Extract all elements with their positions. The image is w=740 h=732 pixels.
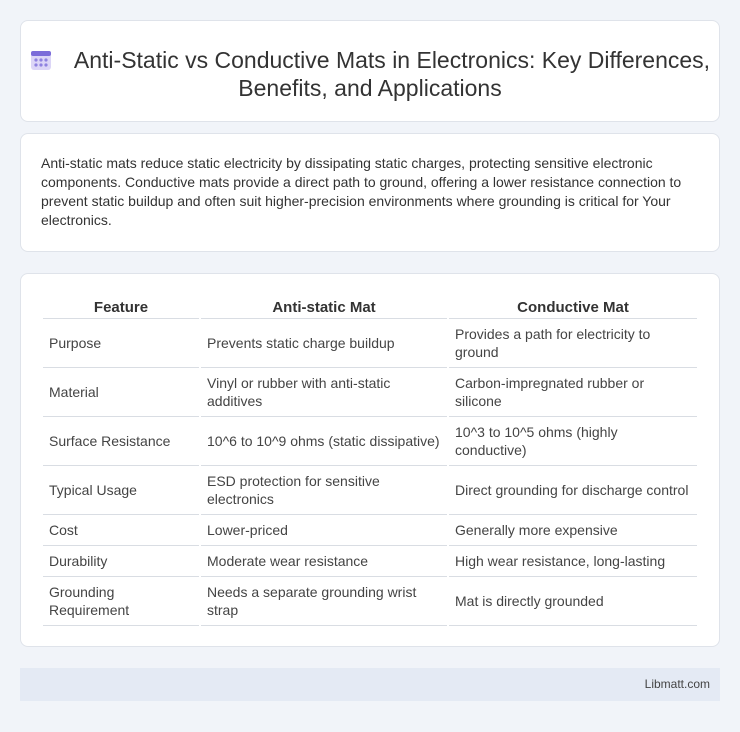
- comparison-table-card: [20, 273, 720, 647]
- table-cell: Prevents static charge buildup: [201, 319, 447, 368]
- table-cell: High wear resistance, long-lasting: [449, 546, 697, 577]
- table-cell: 10^6 to 10^9 ohms (static dissipative): [201, 417, 447, 466]
- table-cell: Purpose: [43, 319, 199, 368]
- table-row: [43, 466, 697, 515]
- table-cell: Mat is directly grounded: [449, 577, 697, 626]
- table-cell: Generally more expensive: [449, 515, 697, 546]
- table-header-row: [43, 296, 697, 319]
- table-cell: Cost: [43, 515, 199, 546]
- table-row: [43, 319, 697, 368]
- table-cell: Typical Usage: [43, 466, 199, 515]
- table-cell: Lower-priced: [201, 515, 447, 546]
- table-cell: Grounding Requirement: [43, 577, 199, 626]
- table-cell: Material: [43, 368, 199, 417]
- intro-paragraph: Anti-static mats reduce static electricity by dissipating static charges, protecting sensitive electronic components. Conductive mats provide a direct path to ground, offering a lower resistance connection to prevent static buildup and often suit higher-precision environments where grounding is critical for Your electronics.: [41, 155, 682, 228]
- table-cell: Durability: [43, 546, 199, 577]
- table-cell: Surface Resistance: [43, 417, 199, 466]
- calendar-grid-icon: [30, 49, 52, 71]
- table-row: [43, 417, 697, 466]
- table-row: [43, 546, 697, 577]
- table-cell: Provides a path for electricity to ground: [449, 319, 697, 368]
- title-wrap: [21, 46, 719, 102]
- table-cell: Needs a separate grounding wrist strap: [201, 577, 447, 626]
- header-anti-static: Anti-static Mat: [201, 296, 447, 319]
- table-cell: ESD protection for sensitive electronics: [201, 466, 447, 515]
- intro-card: [20, 133, 720, 252]
- footer-bar: [20, 668, 720, 701]
- table-row: [43, 577, 697, 626]
- comparison-table: [41, 296, 699, 626]
- header-card: [20, 20, 720, 122]
- table-cell: Carbon-impregnated rubber or silicone: [449, 368, 697, 417]
- table-cell: Direct grounding for discharge control: [449, 466, 697, 515]
- header-feature: Feature: [43, 296, 199, 319]
- table-row: [43, 515, 697, 546]
- table-cell: Vinyl or rubber with anti-static additives: [201, 368, 447, 417]
- header-conductive: Conductive Mat: [449, 296, 697, 319]
- footer-site-link[interactable]: Libmatt.com: [644, 677, 710, 691]
- table-cell: Moderate wear resistance: [201, 546, 447, 577]
- page-title-text: Anti-Static vs Conductive Mats in Electronics: Key Differences, Benefits, and Applications: [73, 47, 711, 101]
- page-title: [21, 46, 719, 102]
- table-cell: 10^3 to 10^5 ohms (highly conductive): [449, 417, 697, 466]
- table-row: [43, 368, 697, 417]
